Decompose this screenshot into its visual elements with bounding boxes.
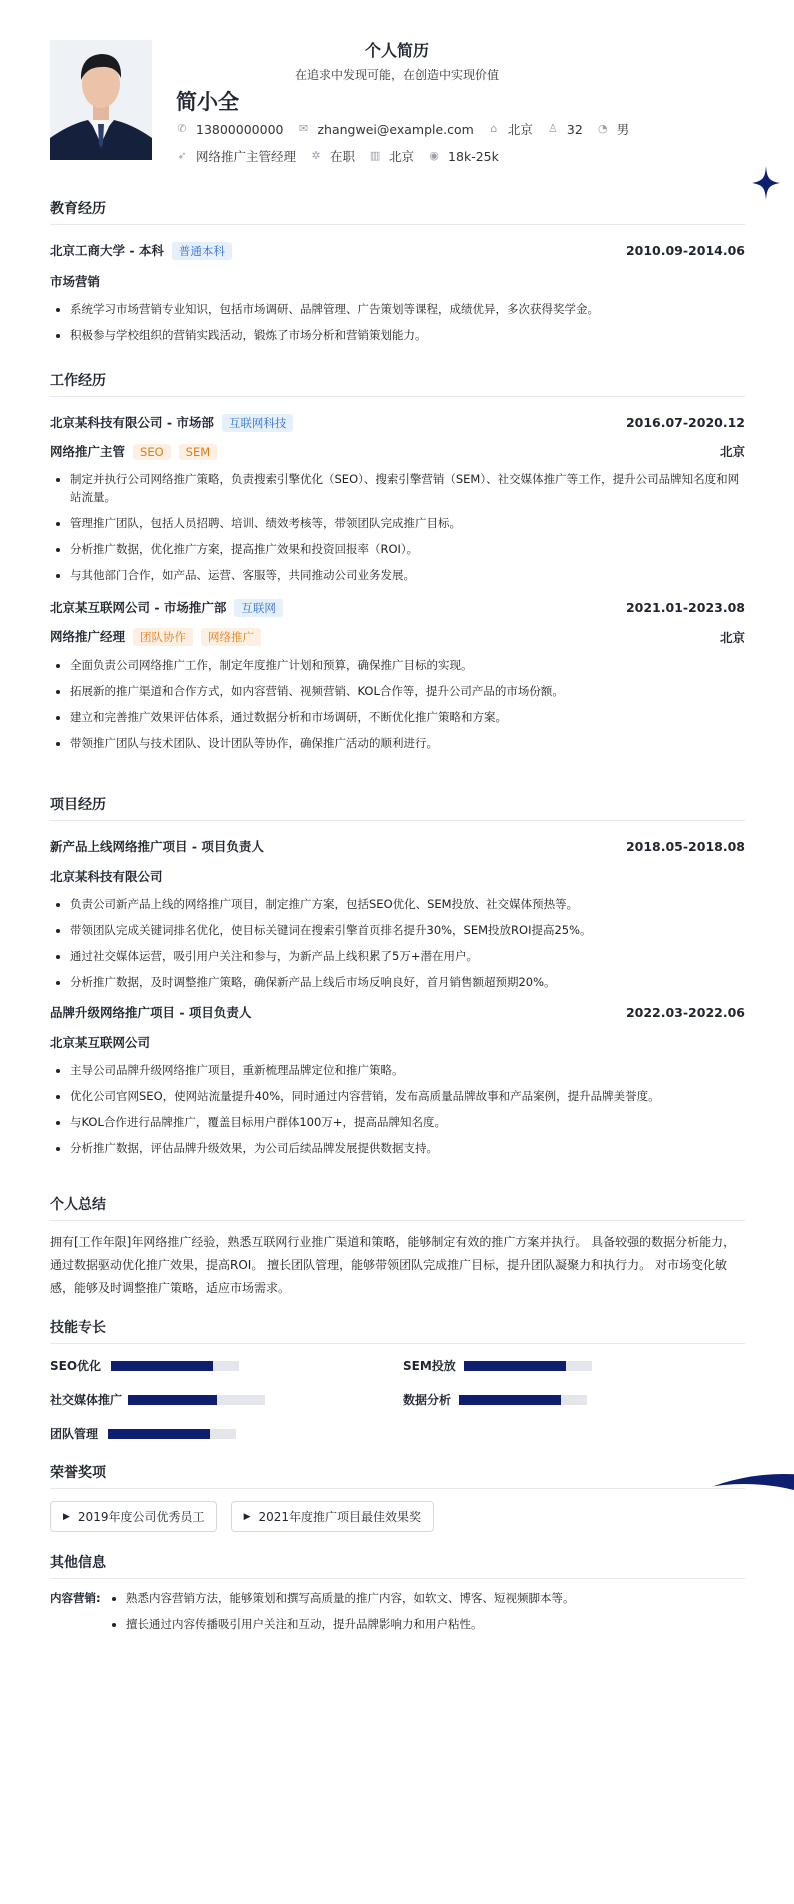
- company-name: 北京某互联网公司 - 市场推广部: [50, 600, 227, 615]
- major-name: 市场营销: [50, 274, 101, 289]
- project-name: 品牌升级网络推广项目 - 项目负责人: [50, 1005, 252, 1020]
- skill-name: 数据分析: [403, 1393, 452, 1407]
- skill-bar: [128, 1395, 265, 1405]
- school-name: 北京工商大学 - 本科: [50, 243, 164, 258]
- skill-item: [403, 1391, 587, 1408]
- summary-section: [50, 1194, 745, 1300]
- skill-name: SEM投放: [403, 1359, 456, 1373]
- job-intent-row: [176, 147, 513, 165]
- send-icon: ➶: [177, 149, 187, 162]
- list-item: • 负责公司新产品上线的网络推广项目，制定推广方案，包括SEO优化、SEM投放、社交媒体预热等。: [70, 895, 745, 913]
- contact-info-row: [176, 120, 643, 138]
- phone-value: 13800000000: [196, 121, 284, 137]
- skills-section: [50, 1317, 745, 1344]
- section-title: 个人总结: [50, 1194, 745, 1221]
- age-icon: ♙: [547, 122, 558, 135]
- skill-name: 社交媒体推广: [50, 1393, 123, 1407]
- company-name: 北京某科技有限公司 - 市场部: [50, 415, 214, 430]
- skill-bar-fill: [111, 1361, 213, 1371]
- section-title: 技能专长: [50, 1317, 745, 1344]
- email-icon: ✉: [298, 122, 309, 135]
- skill-tag: SEO: [133, 444, 171, 460]
- list-item: • 制定并执行公司网络推广策略，负责搜索引擎优化（SEO）、搜索引擎营销（SEM）、社交媒体推广等工作，提升公司品牌知名度和网站流量。: [70, 470, 745, 506]
- skill-name: SEO优化: [50, 1359, 102, 1373]
- building-icon: ▥: [369, 149, 381, 162]
- summary-text: 拥有[工作年限]年网络推广经验，熟悉互联网行业推广渠道和策略，能够制定有效的推广方案并执行。 具备较强的数据分析能力，通过数据驱动优化推广效果，提高ROI。 擅长团队管理，能够带领团队完成推广目标，提升团队凝聚力和执行力。 对市场变化敏感，能够及时调整推广策略，适应市场需求。: [50, 1235, 736, 1295]
- gender-icon: ◔: [597, 122, 608, 135]
- project-period: 2018.05-2018.08: [625, 838, 745, 854]
- skill-bar-fill: [464, 1361, 566, 1371]
- award-label: 2019年度公司优秀员工: [77, 1510, 205, 1524]
- skill-bar-fill: [459, 1395, 561, 1405]
- page-title: 个人简历: [364, 41, 429, 60]
- list-item: • 积极参与学校组织的营销实践活动，锻炼了市场分析和营销策划能力。: [70, 326, 745, 344]
- age-value: 32: [566, 121, 583, 137]
- list-item: • 通过社交媒体运营，吸引用户关注和参与，为新产品上线积累了5万+潜在用户。: [70, 947, 745, 965]
- skill-item: [50, 1357, 239, 1374]
- status-icon: ✲: [311, 149, 321, 162]
- skill-item: [50, 1425, 236, 1442]
- project-company: 北京某科技有限公司: [50, 869, 163, 884]
- list-item: • 分析推广数据，评估品牌升级效果，为公司后续品牌发展提供数据支持。: [70, 1139, 745, 1157]
- section-title: 教育经历: [50, 198, 745, 225]
- skill-bar: [459, 1395, 587, 1405]
- triangle-right-icon: ▶: [243, 1511, 251, 1522]
- other-info-section: [50, 1552, 745, 1641]
- skill-bar-fill: [128, 1395, 217, 1405]
- list-item: • 主导公司品牌升级网络推广项目，重新梳理品牌定位和推广策略。: [70, 1061, 745, 1079]
- skill-tag: 网络推广: [201, 628, 261, 646]
- list-item: • 管理推广团队，包括人员招聘、培训、绩效考核等，带领团队完成推广目标。: [70, 514, 745, 532]
- skill-tag: SEM: [179, 444, 218, 460]
- list-item: • 带领团队完成关键词排名优化，使目标关键词在搜索引擎首页排名提升30%，SEM投放ROI提高25%。: [70, 921, 745, 939]
- candidate-name: 简小全: [176, 90, 239, 114]
- skill-bar: [464, 1361, 592, 1371]
- education-section: [50, 198, 745, 352]
- industry-tag: 互联网科技: [222, 414, 294, 432]
- education-period: 2010.09-2014.06: [625, 243, 745, 258]
- skill-item: [50, 1391, 265, 1408]
- list-item: • 优化公司官网SEO，使网站流量提升40%，同时通过内容营销，发布高质量品牌故事和产品案例，提升品牌美誉度。: [70, 1087, 745, 1105]
- job-period: 2021.01-2023.08: [625, 600, 745, 615]
- industry-tag: 互联网: [234, 599, 283, 617]
- job-city: 北京: [719, 444, 745, 459]
- section-title: 其他信息: [50, 1552, 745, 1579]
- list-item: • 与其他部门合作，如产品、运营、客服等，共同推动公司业务发展。: [70, 566, 745, 584]
- job-city: 北京: [719, 629, 745, 645]
- section-title: 项目经历: [50, 794, 745, 821]
- degree-tag: 普通本科: [172, 242, 232, 260]
- award-badge: [50, 1501, 217, 1532]
- section-title: 荣誉奖项: [50, 1462, 745, 1489]
- job-period: 2016.07-2020.12: [625, 415, 745, 430]
- section-title: 工作经历: [50, 370, 745, 397]
- profile-photo: [50, 40, 152, 160]
- skill-bar: [111, 1361, 239, 1371]
- other-label: 内容营销:: [50, 1591, 101, 1605]
- list-item: • 全面负责公司网络推广工作，制定年度推广计划和预算，确保推广目标的实现。: [70, 656, 745, 674]
- list-item: • 分析推广数据，及时调整推广策略，确保新产品上线后市场反响良好，首月销售额超预期20%。: [70, 973, 745, 991]
- project-company: 北京某互联网公司: [50, 1035, 151, 1050]
- skill-tag: 团队协作: [133, 628, 193, 646]
- skill-item: [403, 1357, 592, 1374]
- triangle-right-icon: ▶: [63, 1511, 70, 1522]
- location-value: 北京: [507, 122, 533, 137]
- email-value: zhangwei@example.com: [317, 121, 474, 137]
- salary-icon: ◉: [429, 149, 439, 162]
- job-role: 网络推广主管: [50, 444, 126, 459]
- list-item: • 熟悉内容营销方法，能够策划和撰写高质量的推广内容，如软文、博客、短视频脚本等。: [126, 1589, 575, 1607]
- skill-bar-fill: [108, 1429, 210, 1439]
- target-city-value: 北京: [389, 149, 415, 164]
- list-item: • 拓展新的推广渠道和合作方式，如内容营销、视频营销、KOL合作等，提升公司产品的市场份额。: [70, 682, 745, 700]
- list-item: • 分析推广数据，优化推广方案，提高推广效果和投资回报率（ROI）。: [70, 540, 745, 558]
- awards-section: [50, 1462, 745, 1532]
- list-item: • 与KOL合作进行品牌推广，覆盖目标用户群体100万+，提高品牌知名度。: [70, 1113, 745, 1131]
- work-section: [50, 370, 745, 760]
- list-item: • 建立和完善推广效果评估体系，通过数据分析和市场调研，不断优化推广策略和方案。: [70, 708, 745, 726]
- home-icon: ⌂: [490, 122, 498, 135]
- project-period: 2022.03-2022.06: [625, 1004, 745, 1020]
- job-role: 网络推广经理: [50, 629, 126, 644]
- project-name: 新产品上线网络推广项目 - 项目负责人: [50, 839, 264, 854]
- list-item: • 擅长通过内容传播吸引用户关注和互动，提升品牌影响力和用户粘性。: [126, 1615, 575, 1633]
- salary-value: 18k-25k: [448, 148, 499, 164]
- position-value: 网络推广主管经理: [196, 149, 297, 164]
- award-label: 2021年度推广项目最佳效果奖: [258, 1510, 422, 1524]
- phone-icon: ✆: [177, 122, 187, 135]
- status-value: 在职: [330, 149, 356, 164]
- list-item: • 带领推广团队与技术团队、设计团队等协作，确保推广活动的顺利进行。: [70, 734, 745, 752]
- slogan: 在追求中发现可能，在创造中实现价值: [294, 68, 499, 82]
- skill-bar: [108, 1429, 236, 1439]
- list-item: • 系统学习市场营销专业知识，包括市场调研、品牌管理、广告策划等课程，成绩优异，多次获得奖学金。: [70, 300, 745, 318]
- gender-value: 男: [616, 122, 630, 137]
- award-badge: [231, 1501, 434, 1532]
- projects-section: [50, 794, 745, 1165]
- skill-name: 团队管理: [50, 1427, 99, 1441]
